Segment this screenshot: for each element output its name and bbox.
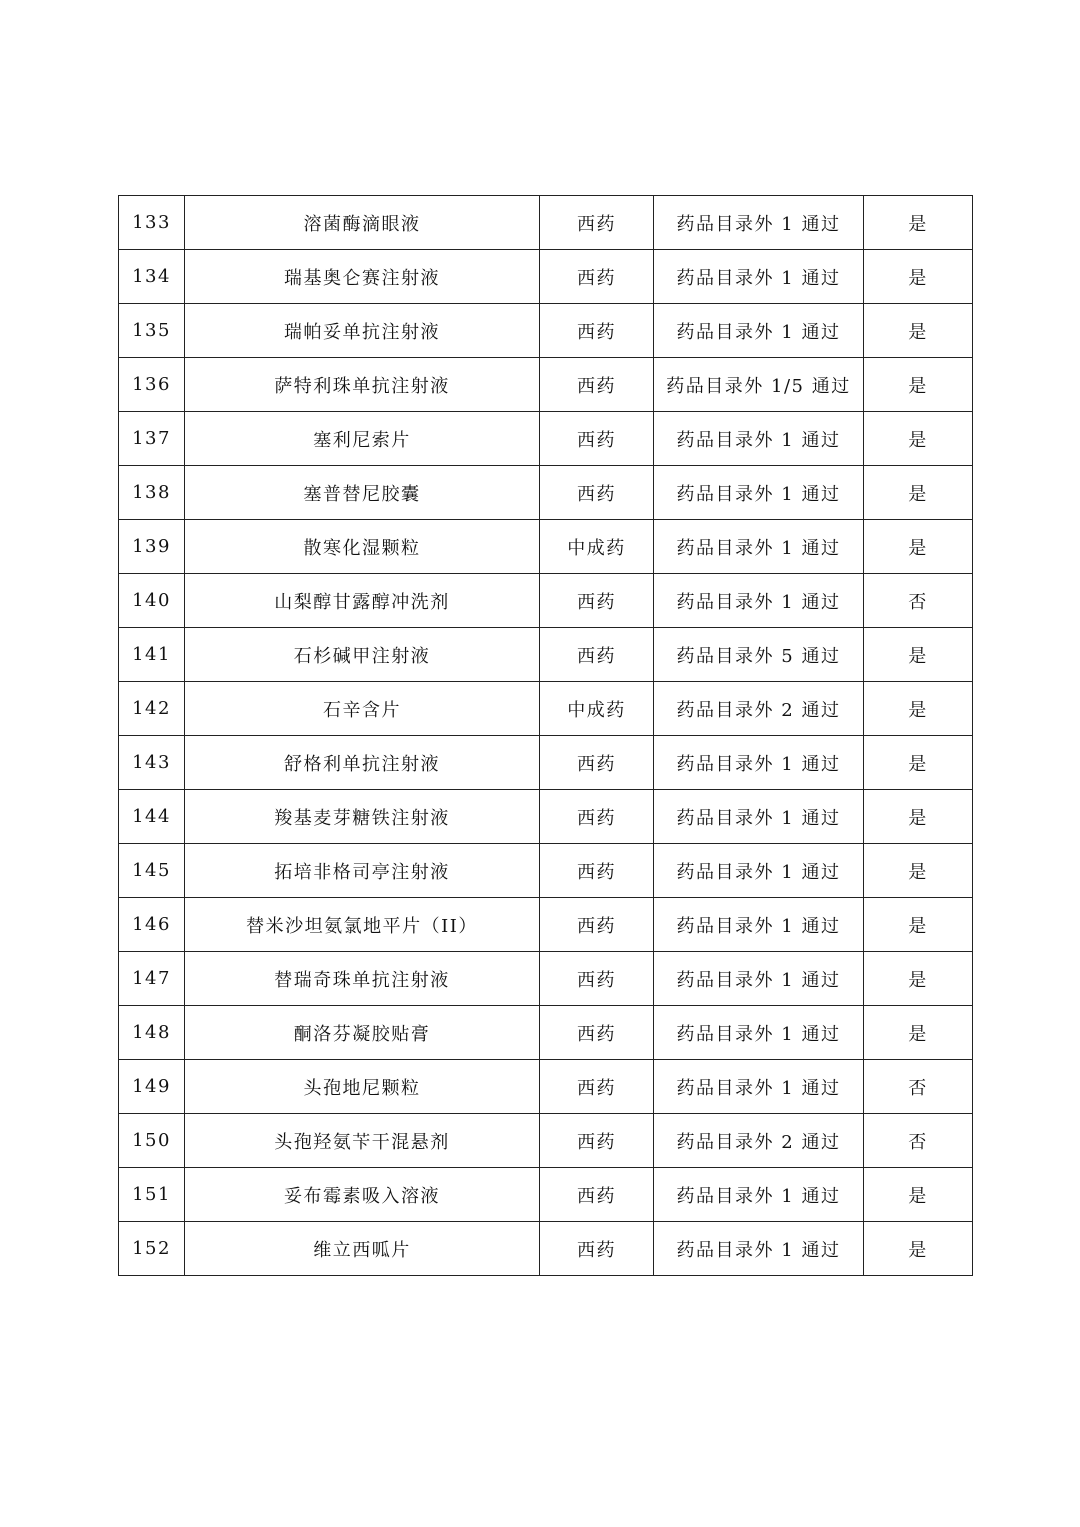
drug-type: 西药: [540, 1168, 654, 1222]
drug-type: 西药: [540, 898, 654, 952]
review-status: 药品目录外 5 通过: [654, 628, 864, 682]
review-status: 药品目录外 1 通过: [654, 412, 864, 466]
flag: 是: [864, 358, 973, 412]
drug-type: 西药: [540, 466, 654, 520]
row-number: 143: [119, 736, 185, 790]
row-number: 150: [119, 1114, 185, 1168]
review-status: 药品目录外 1 通过: [654, 736, 864, 790]
drug-list-table: [118, 195, 973, 1276]
row-number: 138: [119, 466, 185, 520]
table-row: [119, 520, 973, 574]
drug-name: 酮洛芬凝胶贴膏: [185, 1006, 540, 1060]
row-number: 147: [119, 952, 185, 1006]
drug-name: 山梨醇甘露醇冲洗剂: [185, 574, 540, 628]
review-status: 药品目录外 1 通过: [654, 196, 864, 250]
table-row: [119, 1168, 973, 1222]
row-number: 140: [119, 574, 185, 628]
review-status: 药品目录外 1/5 通过: [654, 358, 864, 412]
flag: 是: [864, 1168, 973, 1222]
table-row: [119, 196, 973, 250]
review-status: 药品目录外 1 通过: [654, 1222, 864, 1276]
drug-type: 西药: [540, 1222, 654, 1276]
drug-type: 西药: [540, 844, 654, 898]
table-row: [119, 790, 973, 844]
review-status: 药品目录外 1 通过: [654, 466, 864, 520]
review-status: 药品目录外 1 通过: [654, 304, 864, 358]
review-status: 药品目录外 1 通过: [654, 1006, 864, 1060]
review-status: 药品目录外 2 通过: [654, 682, 864, 736]
row-number: 151: [119, 1168, 185, 1222]
row-number: 144: [119, 790, 185, 844]
review-status: 药品目录外 1 通过: [654, 790, 864, 844]
row-number: 137: [119, 412, 185, 466]
table-row: [119, 844, 973, 898]
review-status: 药品目录外 1 通过: [654, 520, 864, 574]
drug-type: 西药: [540, 574, 654, 628]
review-status: 药品目录外 2 通过: [654, 1114, 864, 1168]
flag: 否: [864, 1114, 973, 1168]
row-number: 135: [119, 304, 185, 358]
row-number: 142: [119, 682, 185, 736]
table-row: [119, 466, 973, 520]
table-row: [119, 898, 973, 952]
flag: 是: [864, 790, 973, 844]
table-row: [119, 412, 973, 466]
drug-name: 塞普替尼胶囊: [185, 466, 540, 520]
flag: 是: [864, 466, 973, 520]
flag: 是: [864, 412, 973, 466]
drug-type: 中成药: [540, 520, 654, 574]
drug-name: 石辛含片: [185, 682, 540, 736]
flag: 是: [864, 844, 973, 898]
review-status: 药品目录外 1 通过: [654, 844, 864, 898]
table-row: [119, 574, 973, 628]
row-number: 139: [119, 520, 185, 574]
drug-name: 头孢地尼颗粒: [185, 1060, 540, 1114]
drug-type: 西药: [540, 790, 654, 844]
drug-name: 舒格利单抗注射液: [185, 736, 540, 790]
review-status: 药品目录外 1 通过: [654, 952, 864, 1006]
flag: 是: [864, 1222, 973, 1276]
drug-type: 西药: [540, 196, 654, 250]
drug-name: 维立西呱片: [185, 1222, 540, 1276]
drug-name: 妥布霉素吸入溶液: [185, 1168, 540, 1222]
flag: 是: [864, 682, 973, 736]
table-row: [119, 358, 973, 412]
table-row: [119, 1060, 973, 1114]
drug-name: 替瑞奇珠单抗注射液: [185, 952, 540, 1006]
flag: 是: [864, 952, 973, 1006]
drug-name: 塞利尼索片: [185, 412, 540, 466]
drug-name: 拓培非格司亭注射液: [185, 844, 540, 898]
flag: 是: [864, 250, 973, 304]
drug-type: 西药: [540, 412, 654, 466]
row-number: 149: [119, 1060, 185, 1114]
drug-type: 西药: [540, 628, 654, 682]
row-number: 133: [119, 196, 185, 250]
row-number: 134: [119, 250, 185, 304]
row-number: 136: [119, 358, 185, 412]
flag: 是: [864, 898, 973, 952]
drug-type: 西药: [540, 952, 654, 1006]
drug-name: 替米沙坦氨氯地平片（II）: [185, 898, 540, 952]
drug-type: 西药: [540, 358, 654, 412]
review-status: 药品目录外 1 通过: [654, 1168, 864, 1222]
table-row: [119, 952, 973, 1006]
flag: 是: [864, 196, 973, 250]
flag: 是: [864, 736, 973, 790]
drug-name: 瑞帕妥单抗注射液: [185, 304, 540, 358]
review-status: 药品目录外 1 通过: [654, 250, 864, 304]
table-row: [119, 1222, 973, 1276]
flag: 否: [864, 1060, 973, 1114]
drug-name: 瑞基奥仑赛注射液: [185, 250, 540, 304]
drug-type: 中成药: [540, 682, 654, 736]
review-status: 药品目录外 1 通过: [654, 898, 864, 952]
table-body: [119, 196, 973, 1276]
table-row: [119, 682, 973, 736]
drug-type: 西药: [540, 250, 654, 304]
table-row: [119, 736, 973, 790]
flag: 是: [864, 520, 973, 574]
flag: 是: [864, 304, 973, 358]
drug-type: 西药: [540, 304, 654, 358]
flag: 是: [864, 628, 973, 682]
review-status: 药品目录外 1 通过: [654, 574, 864, 628]
flag: 否: [864, 574, 973, 628]
drug-name: 萨特利珠单抗注射液: [185, 358, 540, 412]
flag: 是: [864, 1006, 973, 1060]
drug-name: 羧基麦芽糖铁注射液: [185, 790, 540, 844]
row-number: 148: [119, 1006, 185, 1060]
drug-name: 头孢羟氨苄干混悬剂: [185, 1114, 540, 1168]
drug-type: 西药: [540, 1006, 654, 1060]
review-status: 药品目录外 1 通过: [654, 1060, 864, 1114]
drug-type: 西药: [540, 736, 654, 790]
row-number: 152: [119, 1222, 185, 1276]
drug-name: 石杉碱甲注射液: [185, 628, 540, 682]
row-number: 146: [119, 898, 185, 952]
row-number: 141: [119, 628, 185, 682]
table-row: [119, 250, 973, 304]
table-row: [119, 628, 973, 682]
drug-type: 西药: [540, 1114, 654, 1168]
table-row: [119, 1114, 973, 1168]
table-row: [119, 1006, 973, 1060]
table-row: [119, 304, 973, 358]
drug-name: 散寒化湿颗粒: [185, 520, 540, 574]
drug-type: 西药: [540, 1060, 654, 1114]
drug-name: 溶菌酶滴眼液: [185, 196, 540, 250]
row-number: 145: [119, 844, 185, 898]
